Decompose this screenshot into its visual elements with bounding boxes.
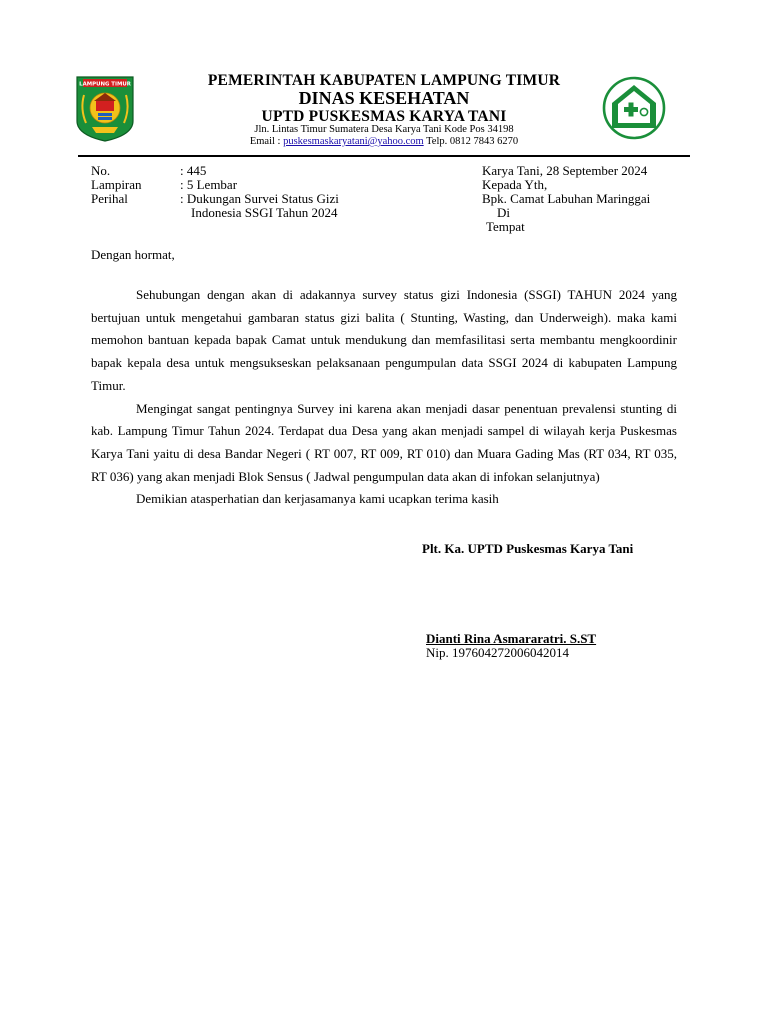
lampiran-value: : 5 Lembar [180,177,238,192]
paragraph-1: Sehubungan dengan akan di adakannya survey status gizi Indonesia (SSGI) TAHUN 2024 yang bertujuan untuk mengetahui gambaran status gizi balita ( Stunting, Wasting, dan Underweigh). maka kami memohon bantuan kepada bapak Camat untuk mendukung dan memfasilitasi serta membantu mengkoordinir bapak kepala desa untuk mengsukseskan pelaksanaan pengumpulan data SSGI 2024 di kabupaten Lampung Timur. [91,287,677,393]
email-link[interactable]: puskesmaskaryatani@yahoo.com [283,136,424,147]
phone-text: Telp. 0812 7843 6270 [423,136,519,147]
signature-nip: Nip. 197604272006042014 [426,645,569,660]
recipient: Bpk. Camat Labuhan Maringgai [482,191,651,206]
government-line: PEMERINTAH KABUPATEN LAMPUNG TIMUR [207,72,561,89]
letterhead-rule [78,155,690,157]
paragraph-2: Mengingat sangat pentingnya Survey ini karena akan menjadi dasar penentuan prevalensi stunting di kab. Lampung Timur Tahun 2024. Terdapat dua Desa yang akan menjadi sampel di wilayah kerja Puskesmas Karya Tani yaitu di desa Bandar Negeri ( RT 007, RT 009, RT 010) dan Muara Gading Mas (RT 034, RT 035, RT 036) yang akan menjadi Blok Sensus ( Jadwal pengumpulan data akan di infokan selanjutnya) [91,400,677,484]
perihal-value-continued: Indonesia SSGI Tahun 2024 [191,205,338,220]
no-value: : 445 [180,163,207,178]
letter-date: Karya Tani, 28 September 2024 [482,163,648,178]
greeting: Dengan hormat, [91,247,175,262]
closing-paragraph: Demikian atasperhatian dan kerjasamanya kami ucapkan terima kasih [136,491,499,507]
recipient-tempat: Tempat [486,219,525,234]
unit-line: UPTD PUSKESMAS KARYA TANI [261,108,507,125]
email-label: Email : [249,136,284,147]
logo-text: LAMPUNG TIMUR [79,81,131,88]
letter-body [91,284,677,511]
kepada-yth: Kepada Yth, [482,177,548,192]
perihal-value: : Dukungan Survei Status Gizi [180,191,339,206]
lampiran-label: Lampiran [91,177,142,192]
perihal-label: Perihal [91,191,128,206]
recipient-di: Di [497,205,510,220]
address-line: Jln. Lintas Timur Sumatera Desa Karya Tani Kode Pos 34198 [254,124,514,135]
puskesmas-logo [602,76,666,140]
no-label: No. [91,163,111,178]
department-line: DINAS KESEHATAN [298,88,470,108]
signature-name: Dianti Rina Asmararatri. S.ST [426,631,597,646]
signature-title: Plt. Ka. UPTD Puskesmas Karya Tani [422,541,634,556]
